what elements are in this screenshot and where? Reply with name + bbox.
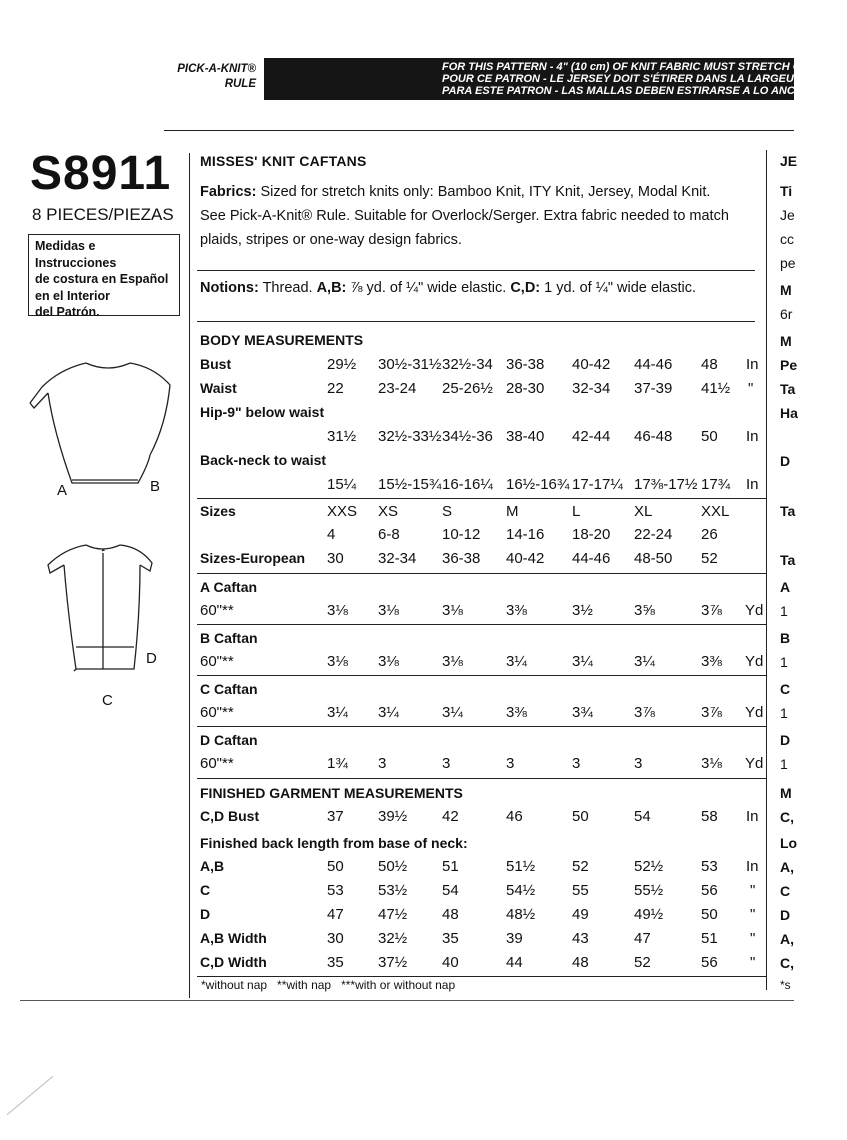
table-row — [0, 356, 794, 376]
cutoff-text: M — [780, 785, 792, 801]
size-cell: S — [442, 503, 453, 520]
table-cell: 41½ — [701, 380, 731, 397]
hip-label: Hip-9" below waist — [200, 404, 325, 420]
row-label: A,B — [200, 858, 225, 874]
table-cell: 3⅞ — [701, 602, 722, 619]
table-cell: 50 — [701, 428, 718, 445]
fabric-width: 60"** — [200, 755, 234, 772]
table-cell: 3¼ — [378, 704, 399, 721]
table-cell: 3¼ — [506, 653, 527, 670]
cutoff-text: C — [780, 883, 791, 899]
size-cell: L — [572, 503, 581, 520]
table-cell: 48 — [442, 906, 459, 923]
sizes-number-row — [0, 526, 794, 546]
size-cell: 44-46 — [572, 550, 611, 567]
table-cell: 32-34 — [572, 380, 611, 397]
cutoff-text: Ta — [780, 552, 796, 568]
table-cell: 30 — [327, 930, 344, 947]
divider — [197, 498, 767, 499]
table-row — [0, 906, 794, 926]
table-cell: 3¾ — [572, 704, 593, 721]
page-bottom-rule — [20, 1000, 794, 1001]
size-cell: 6-8 — [378, 526, 400, 543]
view-c-caftan-label: C Caftan — [200, 681, 258, 697]
table-row — [0, 755, 794, 775]
cutoff-text: Pe — [780, 357, 798, 373]
size-cell: 30 — [327, 550, 344, 567]
table-cell: 36-38 — [506, 356, 545, 373]
table-row — [0, 858, 794, 878]
cutoff-text: C, — [780, 955, 794, 971]
table-cell: 42-44 — [572, 428, 611, 445]
cutoff-text: 1 — [780, 756, 788, 772]
table-cell: 51 — [701, 930, 718, 947]
cutoff-text: Lo — [780, 835, 798, 851]
unit-cell: " — [750, 906, 756, 923]
fabrics-text: plaids, stripes or one-way design fabrics. — [200, 232, 462, 248]
table-cell: 32½ — [378, 930, 408, 947]
cutoff-text: M — [780, 282, 792, 298]
cutoff-text: C — [780, 681, 791, 697]
divider — [197, 675, 767, 676]
table-cell: 3 — [634, 755, 643, 772]
table-cell: 32½-33½ — [378, 428, 442, 445]
table-cell: 44 — [506, 954, 523, 971]
sizes-european-label: Sizes-European — [200, 550, 306, 566]
notions-text: ⅞ yd. of ¼" wide elastic. — [346, 280, 511, 296]
unit-cell: " — [748, 380, 754, 397]
spanish-note-box — [28, 234, 180, 319]
table-cell: 55 — [572, 882, 589, 899]
table-cell: 43 — [572, 930, 589, 947]
size-cell: XXL — [701, 503, 730, 520]
table-cell: 15¼ — [327, 476, 357, 493]
table-cell: 50 — [327, 858, 344, 875]
fabrics-paragraph — [200, 180, 760, 252]
table-cell: 38-40 — [506, 428, 545, 445]
table-cell: 3 — [378, 755, 387, 772]
unit-cell: In — [746, 808, 759, 825]
table-cell: 49 — [572, 906, 589, 923]
table-cell: 37 — [327, 808, 344, 825]
fabrics-text: See Pick-A-Knit® Rule. Suitable for Overlock/Serger. Extra fabric needed to match — [200, 208, 729, 224]
cutoff-text: A, — [780, 931, 794, 947]
table-cell: 3⅜ — [506, 704, 527, 721]
stretch-text-fr: POUR CE PATRON - LE JERSEY DOIT S'ÉTIRER DANS LA LARGEUR DE — [442, 73, 821, 85]
cutoff-text: D — [780, 453, 791, 469]
stretch-gauge-bar — [264, 58, 847, 100]
table-cell: 51½ — [506, 858, 536, 875]
view-c-label: C — [102, 692, 113, 709]
unit-cell: In — [746, 476, 759, 493]
notions-text: 1 yd. of ¼" wide elastic. — [540, 280, 696, 296]
unit-cell: In — [746, 428, 759, 445]
table-cell: 48½ — [506, 906, 536, 923]
table-cell: 40 — [442, 954, 459, 971]
row-label: C,D Width — [200, 954, 267, 970]
table-cell: 23-24 — [378, 380, 417, 397]
pattern-pieces: 8 PIECES/PIEZAS — [32, 205, 174, 224]
table-cell: 52½ — [634, 858, 664, 875]
table-cell: 46-48 — [634, 428, 673, 445]
table-cell: 22 — [327, 380, 344, 397]
table-cell: 53 — [327, 882, 344, 899]
view-d-caftan-label: D Caftan — [200, 732, 258, 748]
spanish-note-line: en el Interior — [35, 288, 111, 303]
table-cell: 29½ — [327, 356, 357, 373]
cutoff-text: Ta — [780, 381, 796, 397]
spanish-note-line: de costura en Español — [35, 272, 169, 286]
size-cell: 32-34 — [378, 550, 417, 567]
unit-cell: Yd — [745, 602, 764, 619]
table-cell: 54½ — [506, 882, 536, 899]
fabrics-text: Sized for stretch knits only: Bamboo Knit, ITY Knit, Jersey, Modal Knit. — [256, 184, 711, 200]
cutoff-text: B — [780, 630, 791, 646]
cutoff-text: *s — [780, 978, 791, 992]
cutoff-text: Je — [780, 207, 795, 223]
cutoff-text: M — [780, 333, 792, 349]
table-cell: 52 — [572, 858, 589, 875]
table-cell: 52 — [634, 954, 651, 971]
unit-cell: " — [750, 882, 756, 899]
table-cell: 34½-36 — [442, 428, 493, 445]
spanish-note-line: Medidas e Instrucciones — [35, 239, 117, 270]
notions-text: Thread. — [258, 280, 317, 296]
table-cell: 37-39 — [634, 380, 673, 397]
unit-cell: Yd — [745, 755, 764, 772]
table-cell: 48 — [701, 356, 718, 373]
view-d-label: D — [146, 650, 157, 667]
fabric-width: 60"** — [200, 704, 234, 721]
table-cell: 3⅛ — [442, 653, 463, 670]
sizes-european-row — [0, 550, 794, 570]
table-cell: 30½-31½ — [378, 356, 442, 373]
table-row — [0, 476, 794, 496]
row-label: Bust — [200, 356, 232, 372]
pick-a-knit-label — [160, 62, 256, 92]
table-cell: 3 — [442, 755, 451, 772]
footnote: *without nap **with nap ***with or without nap — [201, 978, 456, 992]
table-cell: 3½ — [572, 602, 593, 619]
table-cell: 3¼ — [327, 704, 348, 721]
body-measurements-heading: BODY MEASUREMENTS — [200, 332, 364, 348]
cutoff-text: D — [780, 907, 791, 923]
pattern-title: MISSES' KNIT CAFTANS — [200, 153, 367, 169]
size-cell: XL — [634, 503, 653, 520]
cutoff-text: pe — [780, 255, 796, 271]
size-cell: 22-24 — [634, 526, 673, 543]
paper-crease — [7, 1076, 54, 1115]
notions-ab: A,B: — [316, 280, 347, 296]
table-cell: 53 — [701, 858, 718, 875]
row-label: C — [200, 882, 211, 898]
table-cell: 3⅜ — [701, 653, 722, 670]
row-label: Waist — [200, 380, 237, 396]
table-cell: 35 — [442, 930, 459, 947]
table-row — [0, 954, 794, 974]
table-cell: 3⅛ — [327, 602, 348, 619]
table-cell: 3⅛ — [701, 755, 722, 772]
table-row — [0, 704, 794, 724]
table-cell: 56 — [701, 954, 718, 971]
divider — [197, 321, 755, 322]
divider — [197, 778, 767, 779]
view-a-caftan-label: A Caftan — [200, 579, 258, 595]
cutoff-text: D — [780, 732, 791, 748]
table-cell: 3⅞ — [634, 704, 655, 721]
table-cell: 48 — [572, 954, 589, 971]
size-cell: 10-12 — [442, 526, 481, 543]
size-cell: 18-20 — [572, 526, 611, 543]
fabric-width: 60"** — [200, 602, 234, 619]
fabric-width: 60"** — [200, 653, 234, 670]
unit-cell: In — [746, 356, 759, 373]
spanish-note-line: del Patrón. — [35, 305, 100, 319]
unit-cell: " — [750, 930, 756, 947]
column-divider-right — [766, 150, 767, 990]
table-cell: 3⅞ — [701, 704, 722, 721]
pak-line1: PICK-A-KNIT® — [177, 63, 256, 75]
table-cell: 3 — [506, 755, 515, 772]
cutoff-text: Ha — [780, 405, 798, 421]
size-cell: 40-42 — [506, 550, 545, 567]
finished-measurements-heading: FINISHED GARMENT MEASUREMENTS — [200, 785, 463, 801]
view-ab-drawing — [20, 325, 185, 500]
row-label: C,D Bust — [200, 808, 260, 824]
row-label: D — [200, 906, 211, 922]
stretch-text-es: PARA ESTE PATRON - LAS MALLAS DEBEN ESTIRARSE A LO ANCHO POR 4 — [442, 85, 847, 97]
table-cell: 31½ — [327, 428, 357, 445]
cutoff-text: 1 — [780, 654, 788, 670]
table-cell: 39 — [506, 930, 523, 947]
table-row — [0, 380, 794, 400]
size-cell: 52 — [701, 550, 718, 567]
table-cell: 58 — [701, 808, 718, 825]
table-cell: 40-42 — [572, 356, 611, 373]
table-row — [0, 428, 794, 448]
view-a-label: A — [57, 482, 68, 499]
unit-cell: Yd — [745, 653, 764, 670]
unit-cell: Yd — [745, 704, 764, 721]
table-cell: 54 — [442, 882, 459, 899]
table-cell: 16½-16¾ — [506, 476, 570, 493]
table-cell: 17-17¼ — [572, 476, 623, 493]
table-cell: 16-16¼ — [442, 476, 493, 493]
cutoff-text: JE — [780, 153, 798, 169]
size-cell: XXS — [327, 503, 358, 520]
table-cell: 50 — [572, 808, 589, 825]
table-cell: 32½-34 — [442, 356, 493, 373]
table-cell: 17¾ — [701, 476, 731, 493]
unit-cell: " — [750, 954, 756, 971]
table-cell: 53½ — [378, 882, 408, 899]
table-cell: 55½ — [634, 882, 664, 899]
divider — [197, 624, 767, 625]
size-cell: 26 — [701, 526, 718, 543]
row-label: A,B Width — [200, 930, 267, 946]
back-neck-label: Back-neck to waist — [200, 452, 327, 468]
cutoff-text: C, — [780, 809, 794, 825]
table-cell: 47½ — [378, 906, 408, 923]
table-cell: 49½ — [634, 906, 664, 923]
size-cell: 48-50 — [634, 550, 673, 567]
table-cell: 51 — [442, 858, 459, 875]
table-cell: 35 — [327, 954, 344, 971]
size-cell: 4 — [327, 526, 336, 543]
pak-line2: RULE — [224, 78, 256, 90]
fabrics-label: Fabrics: — [200, 184, 257, 200]
table-cell: 47 — [327, 906, 344, 923]
table-cell: 50 — [701, 906, 718, 923]
sizes-row — [0, 503, 794, 523]
table-row — [0, 930, 794, 950]
cutoff-text: 1 — [780, 603, 788, 619]
table-cell: 3¼ — [634, 653, 655, 670]
table-cell: 3¼ — [442, 704, 463, 721]
table-cell: 47 — [634, 930, 651, 947]
notions-label: Notions: — [200, 280, 259, 296]
pattern-number: S8911 — [30, 147, 172, 200]
table-cell: 3⅛ — [327, 653, 348, 670]
size-cell: XS — [378, 503, 399, 520]
table-cell: 28-30 — [506, 380, 545, 397]
stretch-text-en: FOR THIS PATTERN - 4" (10 cm) OF KNIT FABRIC MUST STRETCH C — [442, 61, 801, 73]
table-row — [0, 808, 794, 828]
notions-cd: C,D: — [510, 280, 541, 296]
table-cell: 3⅛ — [378, 653, 399, 670]
cutoff-text: Ti — [780, 183, 793, 199]
cutoff-text: Ta — [780, 503, 796, 519]
cutoff-text: A, — [780, 859, 794, 875]
table-row — [0, 882, 794, 902]
table-cell: 56 — [701, 882, 718, 899]
table-cell: 25-26½ — [442, 380, 493, 397]
table-cell: 54 — [634, 808, 651, 825]
table-cell: 3¼ — [572, 653, 593, 670]
cutoff-text: 1 — [780, 705, 788, 721]
cutoff-text: cc — [780, 231, 794, 247]
table-cell: 1¾ — [327, 755, 348, 772]
table-cell: 39½ — [378, 808, 408, 825]
view-b-caftan-label: B Caftan — [200, 630, 258, 646]
table-cell: 3⅛ — [378, 602, 399, 619]
table-cell: 15½-15¾ — [378, 476, 442, 493]
table-cell: 50½ — [378, 858, 408, 875]
table-cell: 37½ — [378, 954, 408, 971]
table-cell: 3⅛ — [442, 602, 463, 619]
size-cell: M — [506, 503, 519, 520]
table-cell: 3⅝ — [634, 602, 655, 619]
divider — [197, 573, 767, 574]
cutoff-text: 6r — [780, 306, 793, 322]
table-cell: 3 — [572, 755, 581, 772]
table-cell: 3⅜ — [506, 602, 527, 619]
size-cell: 36-38 — [442, 550, 481, 567]
notions-line — [200, 280, 696, 296]
divider — [197, 270, 755, 271]
size-cell: 14-16 — [506, 526, 545, 543]
table-cell: 17⅜-17½ — [634, 476, 698, 493]
table-row — [0, 602, 794, 622]
unit-cell: In — [746, 858, 759, 875]
view-b-label: B — [150, 478, 161, 495]
header-rule — [164, 130, 794, 131]
divider — [197, 726, 767, 727]
table-row — [0, 653, 794, 673]
sizes-label: Sizes — [200, 503, 236, 519]
table-cell: 44-46 — [634, 356, 673, 373]
cutoff-text: A — [780, 579, 791, 595]
table-cell: 42 — [442, 808, 459, 825]
table-cell: 46 — [506, 808, 523, 825]
back-length-label: Finished back length from base of neck: — [200, 835, 468, 851]
